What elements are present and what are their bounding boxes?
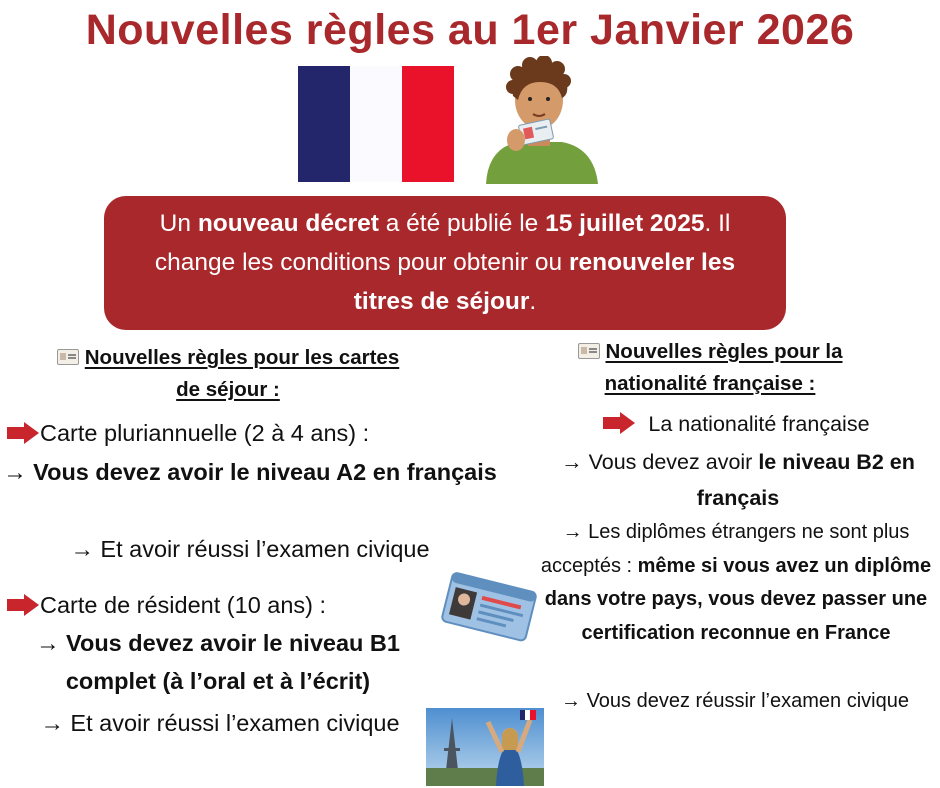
nationality-requirement — [548, 444, 928, 516]
pluri-req-text: Vous devez avoir le niveau A2 en français — [33, 459, 497, 485]
id-card-icon — [578, 343, 600, 359]
resident-requirement — [0, 624, 436, 700]
person-holding-id-illustration — [478, 56, 602, 184]
nationality-label: La nationalité française — [648, 412, 870, 436]
right-heading — [540, 336, 880, 400]
intro-bold-date: 15 juillet 2025 — [545, 210, 705, 237]
intro-bold-decree: nouveau décret — [197, 210, 379, 237]
flag-red-stripe — [402, 66, 454, 182]
pluri-req-arrow: → — [3, 459, 27, 485]
red-arrow-icon — [6, 594, 40, 616]
french-flag — [298, 66, 454, 182]
intro-box — [104, 196, 786, 330]
pluri-label-line — [6, 414, 506, 452]
resident-label-line — [6, 586, 426, 624]
resident-req-text: Vous devez avoir le niveau B1 complet (à l’oral et à l’écrit) — [65, 630, 400, 694]
page-title: Nouvelles règles au 1er Janvier 2026 — [85, 6, 855, 54]
red-arrow-icon — [602, 412, 636, 434]
pluri-requirement — [0, 453, 500, 491]
diplomas-rule — [530, 516, 940, 650]
right-heading-text: Nouvelles règles pour la nationalité française : — [604, 340, 843, 395]
nationality-exam: → Vous devez réussir l’examen civique — [561, 690, 909, 712]
flag-white-stripe — [350, 66, 402, 182]
resident-exam: → Et avoir réussi l’examen civique — [40, 710, 400, 736]
red-arrow-icon — [6, 422, 40, 444]
intro-text-1: Un — [159, 210, 198, 237]
left-heading — [48, 342, 408, 406]
diplomas-pre: → Les diplômes étrangers ne sont plus acceptés : — [540, 521, 910, 577]
resident-req-arrow: → — [36, 630, 60, 656]
left-heading-text: Nouvelles règles pour les cartes de séjour : — [84, 346, 400, 401]
diplomas-bold: même si vous avez un diplôme dans votre pays, vous devez passer une certification reconnue en France — [544, 554, 932, 644]
nationality-req-pre: → Vous devez avoir — [561, 450, 759, 474]
flag-blue-stripe — [298, 66, 350, 182]
intro-text-2: a été publié le — [378, 210, 546, 237]
intro-text-3: . Il change les conditions pour obtenir ou — [154, 210, 731, 276]
paris-photo — [426, 708, 544, 786]
pluri-label: Carte pluriannuelle (2 à 4 ans) : — [40, 420, 370, 446]
intro-text-4: . — [529, 288, 537, 315]
nationality-req-bold: le niveau B2 en français — [696, 450, 915, 510]
intro-bold-titles: renouveler les titres de séjour — [353, 249, 736, 315]
id-card-icon — [57, 349, 79, 365]
pluri-exam: → Et avoir réussi l’examen civique — [70, 536, 430, 562]
residence-card-illustration — [440, 572, 540, 642]
resident-label: Carte de résident (10 ans) : — [40, 592, 327, 618]
nationality-label-line — [536, 406, 936, 442]
